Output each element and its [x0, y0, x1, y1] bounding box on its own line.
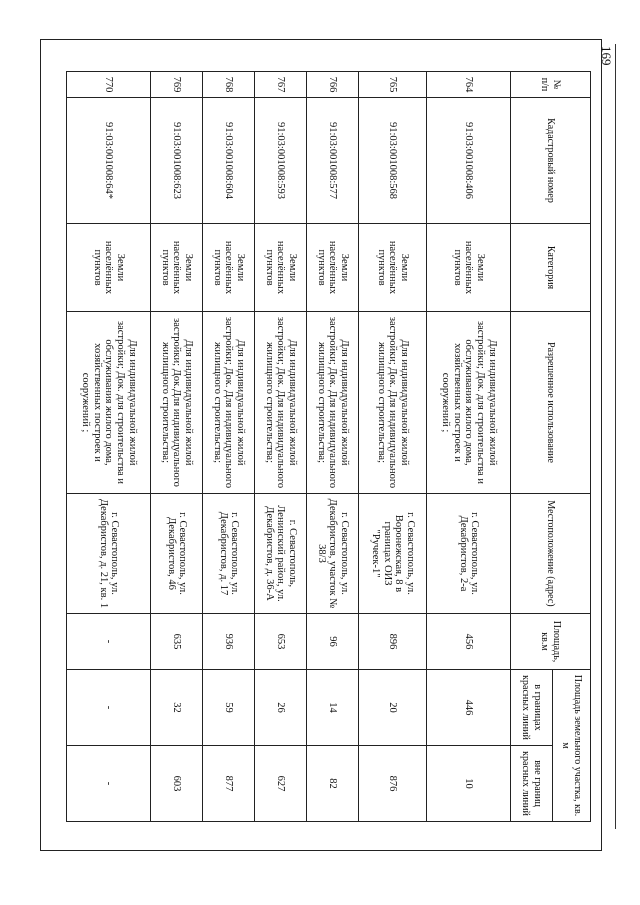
cell-num: 769 — [151, 72, 203, 98]
cell-num: 765 — [359, 72, 427, 98]
header-area: Площадь, кв.м — [511, 614, 591, 670]
table-row — [307, 72, 359, 822]
header-outside-red-lines: вне границ красных линий — [511, 746, 553, 822]
cell-area: - — [67, 614, 151, 670]
table-row — [203, 72, 255, 822]
rotated-table-container — [66, 71, 591, 821]
cell-outside: 603 — [151, 746, 203, 822]
cell-use: Для индивидуальной жилой застройки; Док. для строительства и обслуживания жилого дома, хозяйственных построек и сооружений ; — [427, 312, 511, 494]
cell-num: 766 — [307, 72, 359, 98]
cell-location: г. Севастополь, ул. Декабристов, д. 17 — [203, 494, 255, 614]
cell-category: Земли населённых пунктов — [307, 224, 359, 312]
land-plot-table — [66, 71, 591, 822]
cell-num: 764 — [427, 72, 511, 98]
header-num: № п/п — [511, 72, 591, 98]
cell-within: 446 — [427, 670, 511, 746]
cell-outside: 876 — [359, 746, 427, 822]
table-row — [151, 72, 203, 822]
cell-cadastral: 91:03:001008:577 — [307, 98, 359, 224]
cell-area: 896 — [359, 614, 427, 670]
cell-area: 936 — [203, 614, 255, 670]
page-number: 169 — [599, 46, 614, 66]
cell-location: г. Севастополь, ул. Декабристов, 2-а — [427, 494, 511, 614]
cell-area: 653 — [255, 614, 307, 670]
cell-num: 770 — [67, 72, 151, 98]
cell-outside: 82 — [307, 746, 359, 822]
cell-num: 767 — [255, 72, 307, 98]
cell-area: 456 — [427, 614, 511, 670]
cell-location: г. Севастополь, ул. Воронежская, 8 в границах ОИЗ "Ручеек-1" — [359, 494, 427, 614]
header-plot-area: Площадь земельного участка, кв. м — [553, 670, 591, 822]
header-location: Местоположение (адрес) — [511, 494, 591, 614]
cell-use: Для индивидуальной жилой застройки; Док. Для индивидуального жилищного строительства; — [203, 312, 255, 494]
page-rule — [615, 44, 616, 829]
cell-category: Земли населённых пунктов — [67, 224, 151, 312]
table-header — [511, 72, 591, 822]
cell-within: - — [67, 670, 151, 746]
cell-within: 26 — [255, 670, 307, 746]
header-use: Разрешенное использование — [511, 312, 591, 494]
cell-category: Земли населённых пунктов — [427, 224, 511, 312]
cell-within: 14 — [307, 670, 359, 746]
table-row — [359, 72, 427, 822]
cell-cadastral: 91:03:001008:568 — [359, 98, 427, 224]
table-row — [67, 72, 151, 822]
cell-area: 96 — [307, 614, 359, 670]
cell-use: Для индивидуальной жилой застройки; Док. для строительства и обслуживания жилого дома, хозяйственных построек и сооружений ; — [67, 312, 151, 494]
table-body — [67, 72, 511, 822]
cell-num: 768 — [203, 72, 255, 98]
cell-use: Для индивидуальной жилой застройки; Док. Для индивидуального жилищного строительства; — [255, 312, 307, 494]
cell-outside: 10 — [427, 746, 511, 822]
cell-location: г. Севастополь, ул. Декабристов, д. 21, кв. 1 — [67, 494, 151, 614]
cell-category: Земли населённых пунктов — [151, 224, 203, 312]
cell-cadastral: 91:03:001008:593 — [255, 98, 307, 224]
cell-location: г. Севастополь, ул. Декабристов, участок № 38/3 — [307, 494, 359, 614]
table-row — [255, 72, 307, 822]
header-within-red-lines: в границах красных линий — [511, 670, 553, 746]
cell-cadastral: 91:03:001008:604 — [203, 98, 255, 224]
cell-location: г. Севастополь, Ленинский район, ул. Декабристов, д. 36-А — [255, 494, 307, 614]
cell-use: Для индивидуальной жилой застройки; Док.Для индивидуального жилищного строительства; — [151, 312, 203, 494]
cell-category: Земли населённых пунктов — [203, 224, 255, 312]
cell-area: 635 — [151, 614, 203, 670]
header-category: Категория — [511, 224, 591, 312]
cell-category: Земли населённых пунктов — [359, 224, 427, 312]
cell-within: 20 — [359, 670, 427, 746]
cell-outside: 627 — [255, 746, 307, 822]
cell-use: Для индивидуальной жилой застройки; Док. Для индивидуального жилищного строительства; — [307, 312, 359, 494]
cell-category: Земли населённых пунктов — [255, 224, 307, 312]
cell-within: 59 — [203, 670, 255, 746]
cell-outside: 877 — [203, 746, 255, 822]
cell-location: г. Севастополь, ул. Декабристов, 46 — [151, 494, 203, 614]
cell-outside: - — [67, 746, 151, 822]
cell-cadastral: 91:03:001008:406 — [427, 98, 511, 224]
cell-cadastral: 91:03:001008:623 — [151, 98, 203, 224]
header-cadastral: Кадастровый номер — [511, 98, 591, 224]
cell-use: Для индивидуальной жилой застройки; Док. Для индивидуального жилищного строительства; — [359, 312, 427, 494]
table-row — [427, 72, 511, 822]
cell-within: 32 — [151, 670, 203, 746]
cell-cadastral: 91:03:001008:64* — [67, 98, 151, 224]
